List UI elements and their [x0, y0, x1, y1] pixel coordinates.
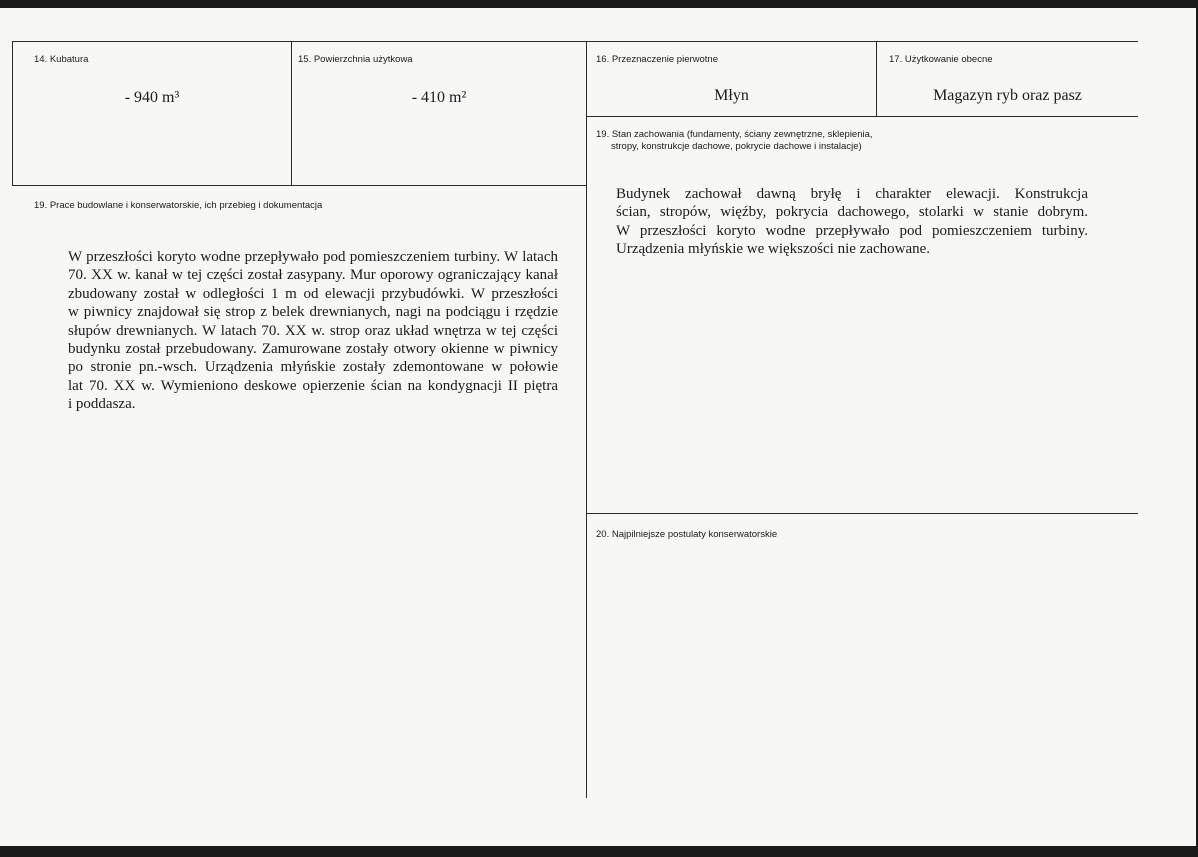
field-19-stan-label-line2: stropy, konstrukcje dachowe, pokrycie dachowe i instalacje): [611, 141, 862, 152]
prace-line: zbudowany został w odległości 1 m od elewacji przybudówki. W przeszłości: [68, 285, 558, 302]
stan-line: Urządzenia młyńskie we większości nie zachowane.: [616, 241, 931, 258]
field-19-prace-label: 19. Prace budowlane i konserwatorskie, ich przebieg i dokumentacja: [34, 200, 323, 211]
prace-line: słupów drewnianych. W latach 70. XX w. strop oraz układ wnętrza w tej części: [68, 322, 558, 339]
field-17-value: Magazyn ryb oraz pasz: [933, 87, 1082, 104]
prace-line: budynku został przebudowany. Zamurowane zostały otwory okienne w piwnicy: [68, 341, 558, 358]
field-19-stan-label-line1: 19. Stan zachowania (fundamenty, ściany zewnętrzne, sklepienia,: [596, 129, 873, 140]
divider-14-15: [291, 41, 292, 186]
prace-line: lat 70. XX w. Wymieniono deskowe opierzenie ścian na kondygnacji II piętra: [68, 377, 558, 394]
scan-top-edge: [0, 0, 1198, 8]
rule-below-14-15: [12, 185, 586, 186]
field-20-label: 20. Najpilniejsze postulaty konserwatorskie: [596, 529, 778, 540]
stan-line: Budynek zachował dawną bryłę i charakter elewacji. Konstrukcja: [616, 186, 1088, 202]
prace-line: po stronie pn.-wsch. Urządzenia młyńskie zostały zdemontowane w połowie: [68, 359, 558, 376]
field-16-value: Młyn: [714, 87, 749, 104]
record-card-sheet: [0, 8, 1196, 846]
prace-line: W przeszłości koryto wodne przepływało pod pomieszczeniem turbiny. W latach: [68, 249, 558, 265]
rule-above-20: [586, 513, 1138, 514]
divider-16-17: [876, 41, 877, 117]
prace-line: 70. XX w. kanał w tej części został zasypany. Mur oporowy ograniczający kanał: [68, 267, 558, 284]
rule-below-16-17: [586, 116, 1138, 117]
center-divider: [586, 41, 587, 798]
field-15-label: 15. Powierzchnia użytkowa: [298, 54, 413, 65]
stan-line: W przeszłości koryto wodne przepływało pod pomieszczeniem turbiny.: [616, 222, 1088, 239]
field-17-label: 17. Użytkowanie obecne: [889, 54, 993, 65]
field-16-label: 16. Przeznaczenie pierwotne: [596, 54, 718, 65]
field-19-prace-text: [68, 248, 558, 414]
field-15-value: - 410 m²: [411, 89, 467, 106]
prace-line: i poddasza.: [68, 396, 136, 413]
field-14-value: - 940 m³: [124, 89, 180, 106]
stan-line: ścian, stropów, więźby, pokrycia dachowego, stolarki w stanie dobrym.: [616, 204, 1088, 221]
field-19-stan-text: [616, 185, 1088, 259]
field-14-label: 14. Kubatura: [34, 54, 89, 65]
prace-line: w piwnicy znajdował się strop z belek drewnianych, nagi na podciągu i rzędzie: [68, 304, 558, 321]
top-rule: [12, 41, 1138, 42]
left-border: [12, 41, 13, 186]
